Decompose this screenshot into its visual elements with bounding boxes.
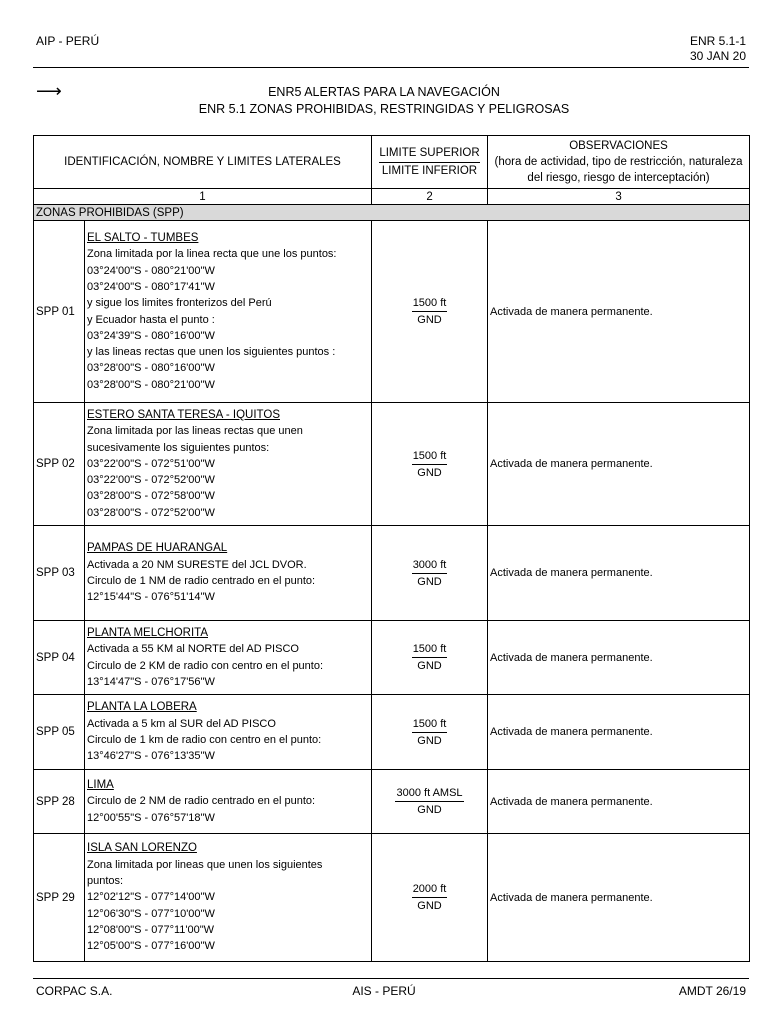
col3-header-line-3: del riesgo, riesgo de interceptación) [527, 172, 710, 184]
upper-limit: 3000 ft [412, 557, 448, 574]
zone-boundary-line: 12°15'44"S - 076°51'14"W [87, 591, 215, 604]
table-row [34, 526, 750, 621]
zone-boundary-line: sucesivamente los siguientes puntos: [87, 441, 270, 454]
zone-name: PLANTA MELCHORITA [87, 626, 208, 639]
zone-id: SPP 28 [34, 770, 85, 834]
zone-boundary-line: 13°14'47"S - 076°17'56"W [87, 675, 215, 688]
zone-boundary-line: Activada a 5 km al SUR del AD PISCO [87, 717, 276, 730]
zone-observations: Activada de manera permanente. [488, 526, 750, 621]
zone-boundary-line: 03°24'00"S - 080°21'00"W [87, 264, 215, 277]
zone-boundary-line: y sigue los limites fronterizos del Perú [87, 297, 272, 310]
zone-boundary-line: 12°08'00"S - 077°11'00"W [87, 923, 215, 936]
section-title: ZONAS PROHIBIDAS (SPP) [34, 205, 750, 221]
header-reference [690, 34, 746, 64]
zone-boundary-line: Zona limitada por lineas que unen los siguientes [87, 858, 323, 871]
page-title [0, 81, 768, 118]
table-row [34, 695, 750, 770]
zone-name: ISLA SAN LORENZO [87, 842, 197, 855]
zone-limits [372, 695, 488, 770]
zone-name: ESTERO SANTA TERESA - IQUITOS [87, 408, 280, 421]
zone-boundary-line: Circulo de 2 KM de radio con centro en el punto: [87, 659, 324, 672]
footer-left: CORPAC S.A. [36, 984, 113, 998]
zone-description [85, 770, 372, 834]
lower-limit: GND [417, 466, 442, 479]
title-line-1: ENR5 ALERTAS PARA LA NAVEGACIÓN [268, 85, 500, 99]
zone-boundary-line: 03°28'00"S - 072°58'00"W [87, 490, 215, 503]
col-num-1: 1 [34, 189, 372, 205]
table-row [34, 770, 750, 834]
col-num-2: 2 [372, 189, 488, 205]
zone-boundary-line: y las lineas rectas que unen los siguientes puntos : [87, 346, 336, 359]
zone-boundary-line: 03°24'00"S - 080°17'41"W [87, 280, 215, 293]
zone-boundary-line: 03°28'00"S - 080°21'00"W [87, 378, 215, 391]
zone-limits [372, 834, 488, 962]
zone-limits [372, 526, 488, 621]
zone-boundary-line: 03°24'39"S - 080°16'00"W [87, 329, 215, 342]
zone-description [85, 695, 372, 770]
title-line-2: ENR 5.1 ZONAS PROHIBIDAS, RESTRINGIDAS Y PELIGROSAS [198, 102, 570, 116]
header-divider [33, 67, 749, 68]
col2-header [372, 136, 488, 189]
zone-limits [372, 403, 488, 526]
upper-limit: 1500 ft [412, 716, 448, 733]
col2-header-lower: LIMITE INFERIOR [381, 164, 478, 177]
zone-id: SPP 04 [34, 621, 85, 695]
zone-id: SPP 29 [34, 834, 85, 962]
zone-boundary-line: 03°28'00"S - 080°16'00"W [87, 362, 215, 375]
col3-header [488, 136, 750, 189]
zone-description [85, 221, 372, 403]
lower-limit: GND [417, 900, 442, 912]
zone-boundary-line: 12°00'55"S - 076°57'18"W [87, 811, 215, 824]
zone-boundary-line: 03°28'00"S - 072°52'00"W [87, 506, 215, 519]
zone-boundary-line: Activada a 55 KM al NORTE del AD PISCO [87, 643, 299, 656]
zone-boundary-line: Circulo de 2 NM de radio centrado en el punto: [87, 795, 316, 808]
zone-id: SPP 02 [34, 403, 85, 526]
lower-limit: GND [417, 734, 442, 747]
table-row [34, 621, 750, 695]
zone-name: PAMPAS DE HUARANGAL [87, 542, 228, 555]
column-number-row [34, 189, 750, 205]
zone-name: LIMA [87, 779, 114, 792]
zone-boundary-line: 13°46'27"S - 076°13'35"W [87, 750, 215, 763]
zone-boundary-line: 03°22'00"S - 072°52'00"W [87, 474, 215, 487]
zone-observations: Activada de manera permanente. [488, 621, 750, 695]
zone-observations: Activada de manera permanente. [488, 834, 750, 962]
zone-name: PLANTA LA LOBERA [87, 701, 197, 714]
zone-limits [372, 621, 488, 695]
zone-boundary-line: 03°22'00"S - 072°51'00"W [87, 457, 215, 470]
zone-id: SPP 01 [34, 221, 85, 403]
lower-limit: GND [417, 660, 442, 672]
zone-observations: Activada de manera permanente. [488, 695, 750, 770]
zone-boundary-line: 12°05'00"S - 077°16'00"W [87, 940, 215, 953]
zone-boundary-line: Zona limitada por la linea recta que une los puntos: [87, 248, 337, 261]
header-page-ref: ENR 5.1-1 [689, 34, 746, 48]
header-publication: AIP - PERÚ [36, 34, 100, 48]
zone-description [85, 526, 372, 621]
zone-limits [372, 770, 488, 834]
col1-header: IDENTIFICACIÓN, NOMBRE Y LIMITES LATERALES [34, 136, 372, 189]
header-date: 30 JAN 20 [689, 49, 746, 63]
lower-limit: GND [417, 575, 442, 588]
footer-right: AMDT 26/19 [678, 984, 746, 998]
upper-limit: 1500 ft [412, 295, 448, 312]
prohibited-zones-table [33, 135, 750, 962]
zone-id: SPP 03 [34, 526, 85, 621]
zone-boundary-line: Zona limitada por las lineas rectas que unen [87, 425, 303, 438]
zone-observations: Activada de manera permanente. [488, 770, 750, 834]
col3-header-line-2: (hora de actividad, tipo de restricción, naturaleza [494, 156, 743, 168]
footer-center: AIS - PERÚ [352, 984, 416, 998]
zone-observations: Activada de manera permanente. [488, 221, 750, 403]
zone-observations: Activada de manera permanente. [488, 403, 750, 526]
table-header-row [34, 136, 750, 189]
zone-id: SPP 05 [34, 695, 85, 770]
col-num-3: 3 [488, 189, 750, 205]
upper-limit: 1500 ft [412, 641, 448, 658]
zone-boundary-line: puntos: [87, 875, 124, 888]
table-row [34, 834, 750, 962]
upper-limit: 2000 ft [412, 881, 448, 898]
upper-limit: 3000 ft AMSL [395, 785, 463, 802]
zone-boundary-line: y Ecuador hasta el punto : [87, 313, 215, 326]
zone-name: EL SALTO - TUMBES [87, 232, 199, 245]
lower-limit: GND [417, 314, 442, 326]
section-row [34, 205, 750, 221]
arrow-right-icon: ⟶ [36, 81, 62, 101]
zone-rows [34, 221, 750, 962]
zone-boundary-line: Activada a 20 NM SURESTE del JCL DVOR. [87, 558, 307, 571]
upper-limit: 1500 ft [412, 448, 448, 465]
footer-divider [33, 978, 749, 979]
zone-description [85, 621, 372, 695]
zone-limits [372, 221, 488, 403]
zone-boundary-line: 12°02'12"S - 077°14'00"W [87, 891, 215, 904]
lower-limit: GND [417, 804, 442, 816]
zone-boundary-line: Circulo de 1 NM de radio centrado en el punto: [87, 575, 316, 587]
col3-header-title: OBSERVACIONES [569, 140, 668, 152]
zone-boundary-line: Circulo de 1 km de radio con centro en el punto: [87, 734, 322, 746]
table-row [34, 221, 750, 403]
zone-boundary-line: 12°06'30"S - 077°10'00"W [87, 907, 215, 920]
zone-description [85, 403, 372, 526]
col2-header-upper: LIMITE SUPERIOR [379, 145, 479, 163]
table-row [34, 403, 750, 526]
zone-description [85, 834, 372, 962]
